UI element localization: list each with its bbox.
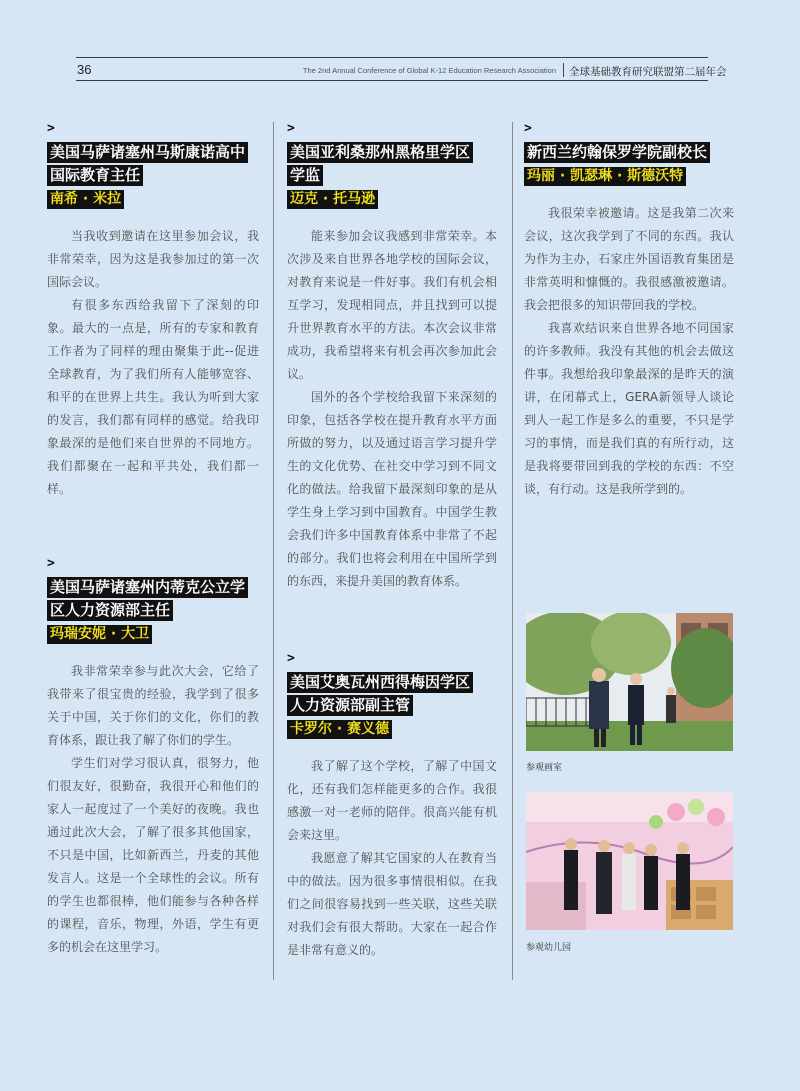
article-paragraph: 国外的各个学校给我留下来深刻的印象，包括各学校在提升教育水平方面所做的努力，以及通过语言学习提升学生的文化优势、在社交中学习到不同文化的做法。给我留下最深刻印象的是从学生身上学习到中国教育。中国学生教会我们许多中国教育体系中非常了不起的部分。我们也将会利用在中国所学到的东西，来提升美国的教育体系。 — [287, 390, 497, 588]
arrow-icon: > — [287, 121, 295, 136]
article-title-line: 人力资源部副主管 — [287, 695, 413, 716]
article-title-line: 新西兰约翰保罗学院副校长 — [524, 142, 710, 163]
article-title-line: 美国亚利桑那州黑格里学区 — [287, 142, 473, 163]
header-separator — [563, 63, 564, 77]
header-top-rule — [76, 57, 708, 58]
article-card — [287, 652, 497, 962]
speaker-name: 卡罗尔 · 赛义德 — [287, 720, 392, 739]
article-title-line: 国际教育主任 — [47, 165, 143, 186]
column-divider — [273, 122, 274, 980]
kindergarten-image — [526, 792, 733, 930]
arrow-icon: > — [47, 121, 55, 136]
arrow-icon: > — [47, 556, 55, 571]
article-paragraph: 有很多东西给我留下了深刻的印象。最大的一点是，所有的专家和教育工作者为了同样的理由聚集于此--促进全球教育，为了我们所有人能够宽容、和平的在世界上共生。我认为听到大家的发言，我们都有同样的感觉。给我印象最深的是他们来自世界的不同地方。我们都聚在一起和平共处，我们都一样。 — [47, 298, 259, 496]
conference-chinese-title: 全球基础教育研究联盟第二届年会 — [569, 66, 727, 78]
article-card — [524, 122, 734, 501]
article-paragraph: 学生们对学习很认真，很努力，他们很友好，很勤奋，我很开心和他们的家人一起度过了一个美好的夜晚。我也通过此次大会，了解了很多其他国家，不只是中国，比如新西兰，丹麦的其他发言人。这是一个全球性的会议。所有的学生也都很棒，他们能参与各种各样的课程，音乐，物理，外语，学生有更多的机会在这里学习。 — [47, 756, 259, 954]
article-paragraph: 当我收到邀请在这里参加会议，我非常荣幸，因为这是我参加过的第一次国际会议。 — [47, 229, 259, 289]
article-paragraph: 能来参加会议我感到非常荣幸。本次涉及来自世界各地学校的国际会议，对教育来说是一件好事。我们有机会相互学习，发现相同点，并且找到可以提升世界教育水平的方法。本次会议非常成功，我希望将来有机会再次参加此会议。 — [287, 229, 497, 381]
article-title-line: 学监 — [287, 165, 323, 186]
article-paragraph: 我非常荣幸参与此次大会，它给了我带来了很宝贵的经验，我学到了很多关于中国，关于你们的文化，你们的教育体系，跟让我了解了你们的学生。 — [47, 664, 259, 747]
column-divider — [512, 122, 513, 980]
article-card — [47, 122, 259, 501]
article-title-line: 区人力资源部主任 — [47, 600, 173, 621]
photo-art-room — [526, 613, 733, 751]
photo-kindergarten — [526, 792, 733, 930]
arrow-icon: > — [287, 651, 295, 666]
speaker-name: 南希 · 米拉 — [47, 190, 124, 209]
header-bottom-rule — [76, 80, 708, 81]
speaker-name: 迈克 · 托马逊 — [287, 190, 378, 209]
article-paragraph: 我喜欢结识来自世界各地不同国家的许多教师。我没有其他的机会去做这件事。我想给我印象最深的是昨天的演讲，在闭幕式上，GERA新领导人谈论到人一起工作是多么的重要，不只是学习的事情，而是我们真的有所行动，这是我将要带回到我的学校的东西：不空谈，有行动。这是我所学到的。 — [524, 321, 734, 496]
conference-english-title: The 2nd Annual Conference of Global K-12 Education Research Association — [302, 66, 556, 75]
speaker-name: 玛瑞安妮 · 大卫 — [47, 625, 152, 644]
page-number: 36 — [77, 62, 92, 77]
article-card — [47, 557, 259, 959]
article-paragraph: 我了解了这个学校，了解了中国文化，还有我们怎样能更多的合作。我很感激一对一老师的陪伴。很高兴能有机会来这里。 — [287, 759, 497, 842]
article-paragraph: 我很荣幸被邀请。这是我第二次来会议，这次我学到了不同的东西。我认为作为主办，石家庄外国语教育集团是非常英明和慷慨的。我很感激被邀请。我会把很多的知识带回我的学校。 — [524, 206, 734, 312]
photo-caption: 参观幼儿园 — [526, 943, 572, 953]
speaker-name: 玛丽 · 凯瑟琳 · 斯德沃特 — [524, 167, 686, 186]
arrow-icon: > — [524, 121, 532, 136]
article-paragraph: 我愿意了解其它国家的人在教育当中的做法。因为很多事情很相似。在我们之间很容易找到一些关联，这些关联对我们会有很大帮助。大家在一起合作是非常有意义的。 — [287, 851, 497, 957]
article-title-line: 美国马萨诸塞州马斯康诺高中 — [47, 142, 248, 163]
article-title-line: 美国马萨诸塞州内蒂克公立学 — [47, 577, 248, 598]
article-title-line: 美国艾奥瓦州西得梅因学区 — [287, 672, 473, 693]
photo-caption: 参观画室 — [526, 763, 563, 773]
article-card — [287, 122, 497, 593]
art-room-image — [526, 613, 733, 751]
